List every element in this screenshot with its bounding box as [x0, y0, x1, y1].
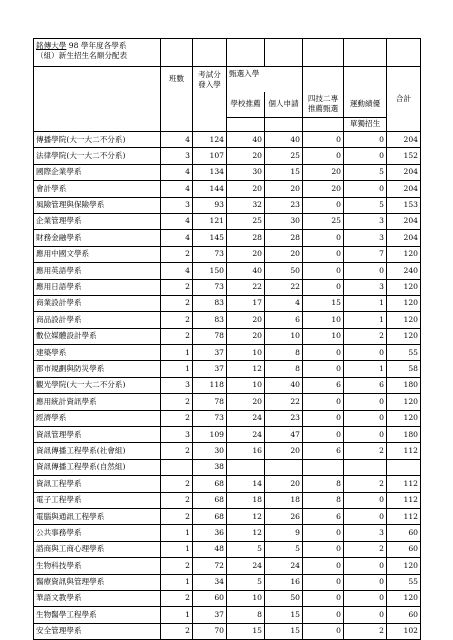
- cell-sports: 5: [344, 164, 387, 180]
- table-row: [34, 394, 421, 410]
- cell-sports: 0: [344, 394, 387, 410]
- cell-name: 企業管理學系: [34, 213, 161, 229]
- cell-exam: 73: [193, 279, 227, 295]
- cell-total: 153: [387, 197, 421, 213]
- header-personal: 個人申請: [265, 92, 303, 118]
- cell-exam: 107: [193, 148, 227, 164]
- cell-exam: 60: [193, 590, 227, 606]
- header-classes: 班數: [161, 67, 193, 132]
- cell-school: 10: [227, 377, 265, 393]
- cell-total: 60: [387, 525, 421, 541]
- cell-tech: 0: [303, 525, 344, 541]
- cell-exam: 37: [193, 607, 227, 623]
- cell-tech: 6: [303, 377, 344, 393]
- cell-sports: 2: [344, 476, 387, 492]
- cell-classes: 2: [161, 410, 193, 426]
- cell-classes: 2: [161, 623, 193, 639]
- quota-table: [33, 38, 421, 640]
- cell-personal: 15: [265, 607, 303, 623]
- table-row: [34, 558, 421, 574]
- cell-classes: 1: [161, 345, 193, 361]
- table-row: [34, 525, 421, 541]
- cell-school: 20: [227, 148, 265, 164]
- cell-classes: 4: [161, 164, 193, 180]
- cell-exam: 34: [193, 574, 227, 590]
- cell-school: 10: [227, 345, 265, 361]
- cell-tech: 15: [303, 295, 344, 311]
- cell-sports: 0: [344, 345, 387, 361]
- cell-personal: 20: [265, 476, 303, 492]
- cell-total: 204: [387, 132, 421, 148]
- cell-personal: 24: [265, 558, 303, 574]
- cell-school: 5: [227, 541, 265, 557]
- cell-personal: 23: [265, 410, 303, 426]
- cell-classes: 2: [161, 328, 193, 344]
- table-row: [34, 148, 421, 164]
- cell-personal: 20: [265, 181, 303, 197]
- cell-tech: 0: [303, 279, 344, 295]
- cell-exam: 73: [193, 410, 227, 426]
- cell-total: [387, 459, 421, 475]
- cell-school: [227, 459, 265, 475]
- cell-name: 應用日語學系: [34, 279, 161, 295]
- cell-tech: 0: [303, 148, 344, 164]
- cell-tech: 0: [303, 361, 344, 377]
- cell-school: 40: [227, 263, 265, 279]
- cell-classes: 2: [161, 246, 193, 262]
- cell-tech: 0: [303, 345, 344, 361]
- cell-sports: 2: [344, 328, 387, 344]
- cell-tech: 0: [303, 558, 344, 574]
- cell-school: 24: [227, 427, 265, 443]
- table-row: [34, 246, 421, 262]
- cell-total: 204: [387, 164, 421, 180]
- table-row: [34, 607, 421, 623]
- cell-sports: 3: [344, 213, 387, 229]
- cell-exam: 78: [193, 394, 227, 410]
- cell-name: 醫療資訊與管理學系: [34, 574, 161, 590]
- cell-total: 120: [387, 279, 421, 295]
- cell-name: 安全管理學系: [34, 623, 161, 639]
- cell-classes: 3: [161, 427, 193, 443]
- cell-classes: 2: [161, 590, 193, 606]
- table-row: [34, 476, 421, 492]
- cell-school: 16: [227, 443, 265, 459]
- header-row-1: [34, 67, 421, 92]
- header-school-rec: 學校推薦: [227, 92, 265, 118]
- cell-school: 20: [227, 181, 265, 197]
- cell-sports: 0: [344, 590, 387, 606]
- cell-tech: 25: [303, 213, 344, 229]
- cell-tech: 0: [303, 623, 344, 639]
- cell-classes: 1: [161, 525, 193, 541]
- cell-exam: 93: [193, 197, 227, 213]
- cell-name: 國際企業學系: [34, 164, 161, 180]
- table-row: [34, 132, 421, 148]
- cell-name: 生物醫學工程學系: [34, 607, 161, 623]
- table-row: [34, 230, 421, 246]
- cell-tech: 0: [303, 394, 344, 410]
- cell-name: 資訊傳播工程學系(社會組): [34, 443, 161, 459]
- cell-school: 32: [227, 197, 265, 213]
- cell-school: 20: [227, 328, 265, 344]
- cell-personal: [265, 459, 303, 475]
- cell-tech: 0: [303, 427, 344, 443]
- cell-total: 112: [387, 492, 421, 508]
- cell-classes: 1: [161, 607, 193, 623]
- table-row: [34, 213, 421, 229]
- cell-name: 資訊工程學系: [34, 476, 161, 492]
- cell-sports: 7: [344, 246, 387, 262]
- table-row: [34, 459, 421, 475]
- table-row: [34, 574, 421, 590]
- cell-exam: 37: [193, 345, 227, 361]
- cell-sports: 2: [344, 541, 387, 557]
- cell-exam: 144: [193, 181, 227, 197]
- cell-personal: 20: [265, 246, 303, 262]
- title-row: [34, 39, 421, 67]
- cell-classes: 4: [161, 263, 193, 279]
- title-line1: 98 學年度各學系: [66, 41, 127, 50]
- header-sports: 運動績優: [344, 92, 387, 118]
- cell-exam: 73: [193, 246, 227, 262]
- cell-name: 電腦與通訊工程學系: [34, 508, 161, 524]
- cell-school: 12: [227, 508, 265, 524]
- cell-name: 會計學系: [34, 181, 161, 197]
- cell-total: 152: [387, 148, 421, 164]
- table-row: [34, 345, 421, 361]
- cell-name: 觀光學院(大一大二不分系): [34, 377, 161, 393]
- cell-total: 58: [387, 361, 421, 377]
- cell-sports: 0: [344, 148, 387, 164]
- cell-sports: 0: [344, 263, 387, 279]
- cell-sports: 1: [344, 312, 387, 328]
- cell-personal: 40: [265, 132, 303, 148]
- table-row: [34, 410, 421, 426]
- cell-name: 公共事務學系: [34, 525, 161, 541]
- cell-school: 22: [227, 279, 265, 295]
- cell-exam: 30: [193, 443, 227, 459]
- cell-total: 120: [387, 410, 421, 426]
- cell-tech: 6: [303, 443, 344, 459]
- cell-name: 應用中國文學系: [34, 246, 161, 262]
- cell-name: 資訊管理學系: [34, 427, 161, 443]
- cell-classes: 1: [161, 541, 193, 557]
- table-row: [34, 263, 421, 279]
- table-row: [34, 443, 421, 459]
- cell-exam: 38: [193, 459, 227, 475]
- header-tech: 四技二專推薦甄選: [303, 92, 344, 118]
- cell-classes: 3: [161, 377, 193, 393]
- cell-sports: 0: [344, 410, 387, 426]
- table-row: [34, 427, 421, 443]
- cell-total: 120: [387, 295, 421, 311]
- cell-tech: 0: [303, 230, 344, 246]
- cell-name: 商業設計學系: [34, 295, 161, 311]
- cell-name: 應用統計資訊學系: [34, 394, 161, 410]
- cell-school: 14: [227, 476, 265, 492]
- cell-classes: 2: [161, 492, 193, 508]
- cell-classes: 4: [161, 230, 193, 246]
- cell-exam: 72: [193, 558, 227, 574]
- cell-sports: 6: [344, 377, 387, 393]
- cell-name: 生物科技學系: [34, 558, 161, 574]
- cell-exam: 134: [193, 164, 227, 180]
- cell-sports: 0: [344, 607, 387, 623]
- cell-name: 財務金融學系: [34, 230, 161, 246]
- cell-exam: 150: [193, 263, 227, 279]
- cell-sports: 1: [344, 295, 387, 311]
- cell-total: 204: [387, 213, 421, 229]
- cell-personal: 6: [265, 312, 303, 328]
- cell-total: 180: [387, 427, 421, 443]
- cell-name: 華語文教學系: [34, 590, 161, 606]
- table-row: [34, 279, 421, 295]
- cell-personal: 30: [265, 213, 303, 229]
- cell-tech: [303, 459, 344, 475]
- cell-tech: 0: [303, 132, 344, 148]
- cell-classes: 2: [161, 476, 193, 492]
- cell-sports: [344, 459, 387, 475]
- cell-exam: 109: [193, 427, 227, 443]
- cell-total: 55: [387, 574, 421, 590]
- cell-name: 建築學系: [34, 345, 161, 361]
- header-total: 合計: [387, 67, 421, 132]
- cell-tech: 20: [303, 181, 344, 197]
- cell-name: 都市規劃與防災學系: [34, 361, 161, 377]
- cell-tech: 0: [303, 246, 344, 262]
- quota-table-body: [34, 39, 421, 640]
- cell-classes: 4: [161, 181, 193, 197]
- table-row: [34, 377, 421, 393]
- title-line2: （組）新生招生名額分配表: [36, 51, 128, 61]
- table-row: [34, 312, 421, 328]
- cell-name: 風險管理與保險學系: [34, 197, 161, 213]
- cell-total: 55: [387, 345, 421, 361]
- cell-total: 60: [387, 541, 421, 557]
- cell-school: 20: [227, 246, 265, 262]
- cell-total: 60: [387, 607, 421, 623]
- cell-exam: 124: [193, 132, 227, 148]
- cell-total: 120: [387, 590, 421, 606]
- cell-school: 12: [227, 361, 265, 377]
- university-name: 銘傳大學: [36, 41, 67, 50]
- cell-exam: 83: [193, 295, 227, 311]
- table-row: [34, 541, 421, 557]
- cell-name: 經濟學系: [34, 410, 161, 426]
- cell-tech: 10: [303, 328, 344, 344]
- cell-personal: 40: [265, 377, 303, 393]
- cell-school: 20: [227, 394, 265, 410]
- cell-classes: 1: [161, 361, 193, 377]
- cell-school: 10: [227, 590, 265, 606]
- cell-tech: 0: [303, 607, 344, 623]
- cell-name: 法律學院(大一大二不分系): [34, 148, 161, 164]
- cell-sports: 0: [344, 574, 387, 590]
- header-exam: 考試分發入學: [193, 67, 227, 132]
- cell-school: 24: [227, 410, 265, 426]
- table-row: [34, 328, 421, 344]
- cell-name: 諮商與工商心理學系: [34, 541, 161, 557]
- cell-name: 數位媒體設計學系: [34, 328, 161, 344]
- cell-classes: 2: [161, 394, 193, 410]
- cell-school: 20: [227, 312, 265, 328]
- cell-tech: 20: [303, 164, 344, 180]
- cell-classes: 2: [161, 508, 193, 524]
- cell-personal: 10: [265, 328, 303, 344]
- cell-sports: 3: [344, 230, 387, 246]
- cell-personal: 4: [265, 295, 303, 311]
- table-row: [34, 164, 421, 180]
- cell-personal: 50: [265, 263, 303, 279]
- cell-total: 112: [387, 476, 421, 492]
- cell-personal: 22: [265, 394, 303, 410]
- cell-school: 18: [227, 492, 265, 508]
- cell-name: 傳播學院(大一大二不分系): [34, 132, 161, 148]
- cell-exam: 68: [193, 508, 227, 524]
- cell-personal: 23: [265, 197, 303, 213]
- table-row: [34, 590, 421, 606]
- cell-tech: 0: [303, 541, 344, 557]
- cell-name: 商品設計學系: [34, 312, 161, 328]
- cell-name: 應用英語學系: [34, 263, 161, 279]
- cell-school: 15: [227, 623, 265, 639]
- cell-exam: 78: [193, 328, 227, 344]
- cell-personal: 5: [265, 541, 303, 557]
- cell-exam: 36: [193, 525, 227, 541]
- table-row: [34, 623, 421, 639]
- cell-sports: 0: [344, 492, 387, 508]
- table-row: [34, 508, 421, 524]
- cell-school: 5: [227, 574, 265, 590]
- header-selection: 甄選入學: [227, 67, 303, 92]
- cell-tech: 0: [303, 410, 344, 426]
- cell-classes: 2: [161, 443, 193, 459]
- table-row: [34, 197, 421, 213]
- cell-tech: 0: [303, 574, 344, 590]
- cell-exam: 118: [193, 377, 227, 393]
- cell-total: 180: [387, 377, 421, 393]
- cell-school: 28: [227, 230, 265, 246]
- cell-sports: 0: [344, 508, 387, 524]
- cell-exam: 70: [193, 623, 227, 639]
- cell-personal: 9: [265, 525, 303, 541]
- cell-total: 204: [387, 181, 421, 197]
- cell-tech: 0: [303, 590, 344, 606]
- cell-school: 12: [227, 525, 265, 541]
- table-row: [34, 361, 421, 377]
- cell-classes: 2: [161, 279, 193, 295]
- cell-classes: 3: [161, 148, 193, 164]
- cell-exam: 121: [193, 213, 227, 229]
- cell-personal: 20: [265, 443, 303, 459]
- cell-classes: 3: [161, 197, 193, 213]
- cell-personal: 47: [265, 427, 303, 443]
- cell-classes: 4: [161, 132, 193, 148]
- table-title: [34, 39, 161, 67]
- cell-personal: 8: [265, 345, 303, 361]
- cell-total: 120: [387, 558, 421, 574]
- cell-exam: 68: [193, 492, 227, 508]
- cell-personal: 15: [265, 623, 303, 639]
- cell-total: 102: [387, 623, 421, 639]
- cell-classes: 2: [161, 312, 193, 328]
- cell-tech: 6: [303, 508, 344, 524]
- cell-sports: 2: [344, 443, 387, 459]
- table-row: [34, 295, 421, 311]
- cell-classes: 1: [161, 574, 193, 590]
- cell-sports: 1: [344, 361, 387, 377]
- cell-personal: 22: [265, 279, 303, 295]
- cell-tech: 0: [303, 197, 344, 213]
- cell-total: 112: [387, 443, 421, 459]
- cell-sports: 0: [344, 427, 387, 443]
- cell-personal: 26: [265, 508, 303, 524]
- cell-personal: 18: [265, 492, 303, 508]
- cell-school: 30: [227, 164, 265, 180]
- cell-name: 資訊傳播工程學系(自然組): [34, 459, 161, 475]
- cell-total: 120: [387, 394, 421, 410]
- cell-exam: 68: [193, 476, 227, 492]
- cell-school: 8: [227, 607, 265, 623]
- cell-total: 120: [387, 246, 421, 262]
- cell-tech: 0: [303, 263, 344, 279]
- cell-sports: 0: [344, 558, 387, 574]
- cell-exam: 83: [193, 312, 227, 328]
- cell-sports: 3: [344, 525, 387, 541]
- cell-sports: 0: [344, 181, 387, 197]
- cell-personal: 25: [265, 148, 303, 164]
- cell-total: 204: [387, 230, 421, 246]
- cell-school: 17: [227, 295, 265, 311]
- cell-total: 240: [387, 263, 421, 279]
- table-row: [34, 492, 421, 508]
- cell-name: 電子工程學系: [34, 492, 161, 508]
- table-row: [34, 181, 421, 197]
- cell-tech: 8: [303, 492, 344, 508]
- cell-exam: 48: [193, 541, 227, 557]
- cell-exam: 37: [193, 361, 227, 377]
- cell-sports: 3: [344, 279, 387, 295]
- cell-sports: 0: [344, 132, 387, 148]
- cell-sports: 2: [344, 623, 387, 639]
- cell-tech: 10: [303, 312, 344, 328]
- cell-exam: 145: [193, 230, 227, 246]
- cell-classes: [161, 459, 193, 475]
- cell-classes: 2: [161, 295, 193, 311]
- cell-total: 120: [387, 312, 421, 328]
- cell-classes: 4: [161, 213, 193, 229]
- cell-school: 24: [227, 558, 265, 574]
- cell-school: 25: [227, 213, 265, 229]
- cell-sports: 5: [344, 197, 387, 213]
- cell-personal: 15: [265, 164, 303, 180]
- cell-classes: 2: [161, 558, 193, 574]
- cell-personal: 8: [265, 361, 303, 377]
- cell-total: 120: [387, 328, 421, 344]
- cell-total: 112: [387, 508, 421, 524]
- cell-personal: 16: [265, 574, 303, 590]
- cell-personal: 28: [265, 230, 303, 246]
- header-single: 單獨招生: [344, 118, 387, 132]
- cell-school: 40: [227, 132, 265, 148]
- cell-personal: 50: [265, 590, 303, 606]
- cell-tech: 8: [303, 476, 344, 492]
